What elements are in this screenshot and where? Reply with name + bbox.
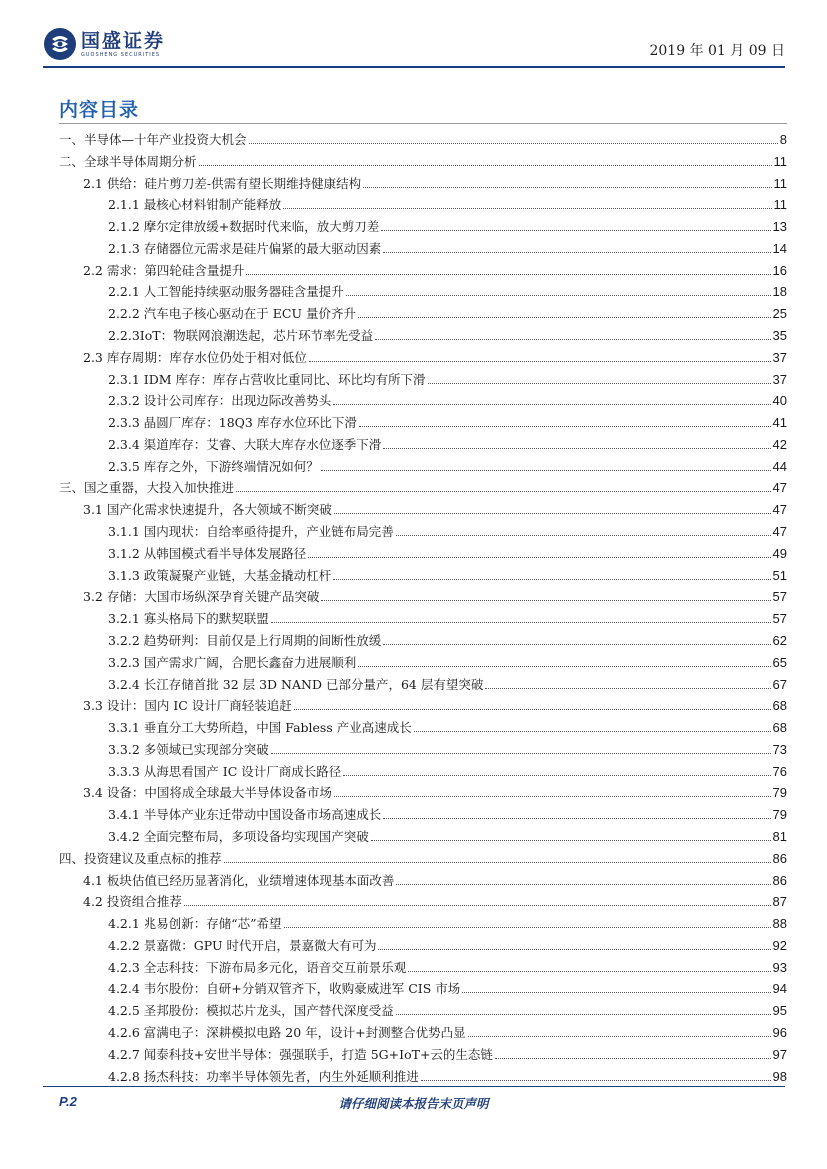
toc-entry-label: 2.2.2 汽车电子核心驱动在于 ECU 量价齐升 (108, 306, 356, 322)
toc-leader-dots (378, 949, 770, 950)
toc-leader-dots (271, 622, 771, 623)
toc-leader-dots (334, 513, 771, 514)
toc-entry[interactable] (59, 148, 787, 170)
toc-entry-page: 95 (772, 1003, 787, 1019)
toc-entry-page: 57 (772, 589, 787, 605)
toc-entry[interactable] (108, 366, 787, 388)
disclaimer-note: 请仔细阅读本报告末页声明 (338, 1096, 489, 1111)
brand-name-cn: 国盛证券 (81, 30, 166, 52)
toc-leader-dots (371, 840, 771, 841)
toc-leader-dots (359, 426, 771, 427)
toc-entry-page: 47 (772, 524, 787, 540)
toc-entry[interactable] (108, 213, 787, 235)
toc-entry[interactable] (108, 649, 787, 671)
toc-entry-page: 79 (772, 785, 787, 801)
toc-entry-page: 73 (772, 741, 787, 757)
toc-entry-label: 四、投资建议及重点标的推荐 (59, 850, 222, 866)
toc-entry-page: 18 (772, 284, 787, 300)
toc-entry[interactable] (108, 322, 787, 344)
toc-entry[interactable] (83, 583, 787, 605)
toc-entry-page: 76 (772, 763, 787, 779)
toc-entry[interactable] (108, 191, 787, 213)
toc-entry-page: 68 (772, 698, 787, 714)
toc-entry-label: 2.3.4 渠道库存：艾睿、大联大库存水位逐季下滑 (108, 436, 382, 452)
toc-entry[interactable] (108, 997, 787, 1019)
toc-entry[interactable] (108, 823, 787, 845)
toc-entry-label: 3.2 存储：大国市场纵深孕育关键产品突破 (83, 589, 320, 605)
footer-divider (43, 1086, 785, 1087)
toc-entry-page: 47 (772, 502, 787, 518)
toc-entry[interactable] (83, 867, 787, 889)
toc-entry-label: 2.1.3 存储器位元需求是硅片偏紧的最大驱动因素 (108, 240, 382, 256)
guosheng-logo-icon (43, 27, 77, 61)
toc-entry-label: 2.1.1 最核心材料钳制产能释放 (108, 197, 282, 213)
toc-entry-label: 3.1.3 政策凝聚产业链，大基金撬动杠杆 (108, 567, 332, 583)
toc-entry-page: 14 (772, 240, 787, 256)
toc-entry-page: 67 (772, 676, 787, 692)
toc-leader-dots (236, 491, 771, 492)
toc-leader-dots (249, 143, 778, 144)
toc-entry[interactable] (83, 779, 787, 801)
toc-entry-page: 87 (772, 894, 787, 910)
toc-leader-dots (199, 165, 772, 166)
toc-entry-label: 2.2.1 人工智能持续驱动服务器硅含量提升 (108, 284, 344, 300)
toc-entry-label: 3.2.3 国产需求广阔，合肥长鑫奋力进展顺利 (108, 654, 357, 670)
toc-leader-dots (246, 274, 770, 275)
toc-entry-label: 3.2.4 长江存储首批 32 层 3D NAND 已部分量产，64 层有望突破 (108, 676, 484, 692)
toc-entry-label: 4.2.4 韦尔股份：自研+分销双管齐下，收购豪威进军 CIS 市场 (108, 981, 461, 997)
toc-entry-label: 3.1.2 从韩国模式看半导体发展路径 (108, 545, 307, 561)
toc-entry-page: 88 (772, 916, 787, 932)
toc-entry[interactable] (108, 278, 787, 300)
toc-entry-page: 86 (772, 850, 787, 866)
toc-entry-label: 2.2 需求：第四轮硅含量提升 (83, 262, 245, 278)
toc-title-divider (59, 123, 787, 124)
toc-entry[interactable] (108, 235, 787, 257)
toc-leader-dots (363, 187, 771, 188)
toc-entry-label: 3.3.2 多领域已实现部分突破 (108, 741, 269, 757)
toc-leader-dots (343, 775, 770, 776)
toc-entry[interactable] (108, 605, 787, 627)
toc-entry-label: 4.2.7 闻泰科技+安世半导体：强强联手，打造 5G+IoT+云的生态链 (108, 1046, 493, 1062)
toc-leader-dots (283, 208, 771, 209)
toc-entry-page: 81 (772, 828, 787, 844)
toc-entry-label: 2.3.3 晶圆厂库存：18Q3 库存水位环比下滑 (108, 415, 357, 431)
toc-leader-dots (396, 535, 771, 536)
toc-entry[interactable] (108, 540, 787, 562)
toc-entry-label: 2.2.3IoT：物联网浪潮迭起，芯片环节率先受益 (108, 328, 374, 344)
toc-entry-label: 3.3.3 从海思看国产 IC 设计厂商成长路径 (108, 763, 342, 779)
toc-entry-label: 4.2 投资组合推荐 (83, 894, 182, 910)
page-number: P.2 (59, 1094, 77, 1109)
toc-entry-label: 2.3.1 IDM 库存：库存占营收比重同比、环比均有所下滑 (108, 371, 426, 387)
toc-leader-dots (383, 818, 770, 819)
toc-entry-page: 49 (772, 545, 787, 561)
toc-entry-page: 65 (772, 654, 787, 670)
toc-entry[interactable] (108, 627, 787, 649)
toc-leader-dots (396, 1014, 771, 1015)
toc-entry-label: 3.1 国产化需求快速提升，各大领域不断突破 (83, 502, 332, 518)
toc-leader-dots (358, 666, 770, 667)
toc-leader-dots (308, 557, 770, 558)
toc-leader-dots (495, 1058, 771, 1059)
toc-entry-label: 2.3 库存周期：库存水位仍处于相对低位 (83, 349, 307, 365)
header-divider (43, 66, 785, 68)
toc-entry[interactable] (108, 1063, 787, 1085)
toc-leader-dots (383, 252, 770, 253)
toc-leader-dots (334, 796, 771, 797)
toc-entry[interactable] (108, 671, 787, 693)
toc-leader-dots (321, 470, 771, 471)
toc-entry[interactable] (83, 496, 787, 518)
toc-entry-label: 4.2.3 全志科技：下游布局多元化，语音交互前景乐观 (108, 959, 407, 975)
toc-entry-page: 96 (772, 1024, 787, 1040)
toc-entry-page: 62 (772, 632, 787, 648)
toc-entry[interactable] (108, 1041, 787, 1063)
toc-leader-dots (485, 688, 770, 689)
toc-leader-dots (333, 404, 770, 405)
toc-entry[interactable] (108, 910, 787, 932)
toc-entry[interactable] (108, 954, 787, 976)
toc-entry-label: 3.4.1 半导体产业东迁带动中国设备市场高速成长 (108, 807, 382, 823)
toc-entry-page: 41 (772, 415, 787, 431)
toc-entry-label: 4.2.8 扬杰科技：功率半导体领先者，内生外延顺利推进 (108, 1068, 419, 1084)
toc-leader-dots (271, 753, 771, 754)
toc-entry-page: 51 (772, 567, 787, 583)
toc-leader-dots (381, 230, 770, 231)
toc-entry-label: 3.3.1 垂直分工大势所趋，中国 Fabless 产业高速成长 (108, 720, 412, 736)
toc-entry-label: 4.1 板块估值已经历显著消化，业绩增速体现基本面改善 (83, 872, 395, 888)
toc-entry[interactable] (108, 518, 787, 540)
toc-leader-dots (346, 295, 771, 296)
toc-entry-page: 11 (773, 153, 787, 169)
toc-entry-label: 4.2.1 兆易创新：存储“芯”希望 (108, 916, 282, 932)
toc-entry-label: 4.2.5 圣邦股份：模拟芯片龙头，国产替代深度受益 (108, 1003, 394, 1019)
toc-entry-page: 86 (772, 872, 787, 888)
toc-leader-dots (383, 448, 770, 449)
toc-entry-label: 4.2.6 富满电子：深耕模拟电路 20 年，设计+封测整合优势凸显 (108, 1024, 466, 1040)
toc-entry-page: 79 (772, 807, 787, 823)
report-date: 2019 年 01 月 09 日 (649, 43, 785, 59)
page-header (43, 24, 785, 64)
toc-entry-label: 三、国之重器，大投入加快推进 (59, 480, 235, 496)
toc-entry-label: 4.2.2 景嘉微：GPU 时代开启，景嘉微大有可为 (108, 937, 377, 953)
toc-entry[interactable] (108, 300, 787, 322)
toc-entry[interactable] (59, 126, 787, 148)
toc-entry-page: 40 (772, 393, 787, 409)
toc-entry[interactable] (108, 431, 787, 453)
toc-entry-label: 3.2.1 寡头格局下的默契联盟 (108, 611, 269, 627)
toc-entry-page: 37 (772, 371, 787, 387)
toc-leader-dots (468, 1036, 771, 1037)
toc-entry-label: 3.2.2 趋势研判：目前仅是上行周期的间断性放缓 (108, 632, 382, 648)
toc-entry[interactable] (83, 692, 787, 714)
toc-entry-page: 94 (772, 981, 787, 997)
toc-entry-page: 57 (772, 611, 787, 627)
toc-leader-dots (408, 971, 770, 972)
toc-entry[interactable] (108, 975, 787, 997)
toc-entry-page: 92 (772, 937, 787, 953)
toc-entry[interactable] (83, 257, 787, 279)
toc-entry[interactable] (108, 801, 787, 823)
toc-leader-dots (383, 644, 770, 645)
toc-leader-dots (428, 383, 771, 384)
toc-entry-page: 16 (772, 262, 787, 278)
toc-entry-page: 8 (779, 132, 787, 147)
toc-entry-page: 93 (772, 959, 787, 975)
toc-entry-page: 13 (772, 219, 787, 235)
toc-entry-page: 44 (772, 458, 787, 474)
toc-entry-label: 3.3 设计：国内 IC 设计厂商轻装追赶 (83, 698, 292, 714)
toc-entry-label: 2.3.2 设计公司库存：出现边际改善势头 (108, 393, 332, 409)
toc-leader-dots (396, 884, 770, 885)
toc-entry-page: 11 (773, 197, 787, 213)
toc-entry-page: 68 (772, 720, 787, 736)
toc-leader-dots (421, 1080, 771, 1081)
toc-entry[interactable] (59, 845, 787, 867)
toc-leader-dots (184, 905, 771, 906)
toc-leader-dots (333, 579, 770, 580)
toc-entry-label: 2.3.5 库存之外，下游终端情况如何？ (108, 458, 319, 474)
toc-leader-dots (284, 927, 771, 928)
brand-name-en: GUOSHENG SECURITIES (81, 52, 161, 58)
toc-leader-dots (462, 992, 770, 993)
toc-entry[interactable] (108, 562, 787, 584)
toc-entry[interactable] (83, 170, 787, 192)
toc-entry[interactable] (83, 344, 787, 366)
toc-leader-dots (375, 339, 770, 340)
toc-entry[interactable] (108, 758, 787, 780)
toc-entry[interactable] (108, 1019, 787, 1041)
toc-entry-label: 3.1.1 国内现状：自给率亟待提升，产业链布局完善 (108, 524, 394, 540)
toc-entry-page: 37 (772, 349, 787, 365)
toc-entry-page: 25 (772, 306, 787, 322)
toc-leader-dots (224, 862, 771, 863)
toc-entry-label: 2.1 供给：硅片剪刀差-供需有望长期维持健康结构 (83, 175, 362, 191)
brand-logo (43, 24, 165, 64)
toc-leader-dots (358, 317, 771, 318)
toc-entry[interactable] (108, 714, 787, 736)
toc-entry[interactable] (83, 888, 787, 910)
toc-entry[interactable] (108, 409, 787, 431)
toc-entry-label: 2.1.2 摩尔定律放缓+数据时代来临，放大剪刀差 (108, 219, 380, 235)
toc-entry[interactable] (108, 453, 787, 475)
toc-entry-page: 98 (772, 1068, 787, 1084)
toc-entry-page: 97 (772, 1046, 787, 1062)
toc-entry-page: 47 (772, 480, 787, 496)
toc-leader-dots (414, 731, 771, 732)
toc-entry[interactable] (108, 736, 787, 758)
toc-entry-label: 3.4.2 全面完整布局，多项设备均实现国产突破 (108, 828, 369, 844)
toc-entry-page: 42 (772, 436, 787, 452)
toc-entry[interactable] (108, 932, 787, 954)
toc-entry-label: 二、全球半导体周期分析 (59, 153, 197, 169)
toc-entry-label: 一、半导体—十年产业投资大机会 (59, 132, 247, 147)
toc-leader-dots (309, 361, 771, 362)
toc-entry-page: 11 (773, 175, 787, 191)
toc-entry-page: 35 (772, 328, 787, 344)
toc-entry[interactable] (59, 474, 787, 496)
toc-entry[interactable] (108, 387, 787, 409)
toc-leader-dots (294, 709, 771, 710)
toc-title: 内容目录 (59, 99, 140, 121)
toc-leader-dots (321, 600, 770, 601)
toc-entry-label: 3.4 设备：中国将成全球最大半导体设备市场 (83, 785, 332, 801)
